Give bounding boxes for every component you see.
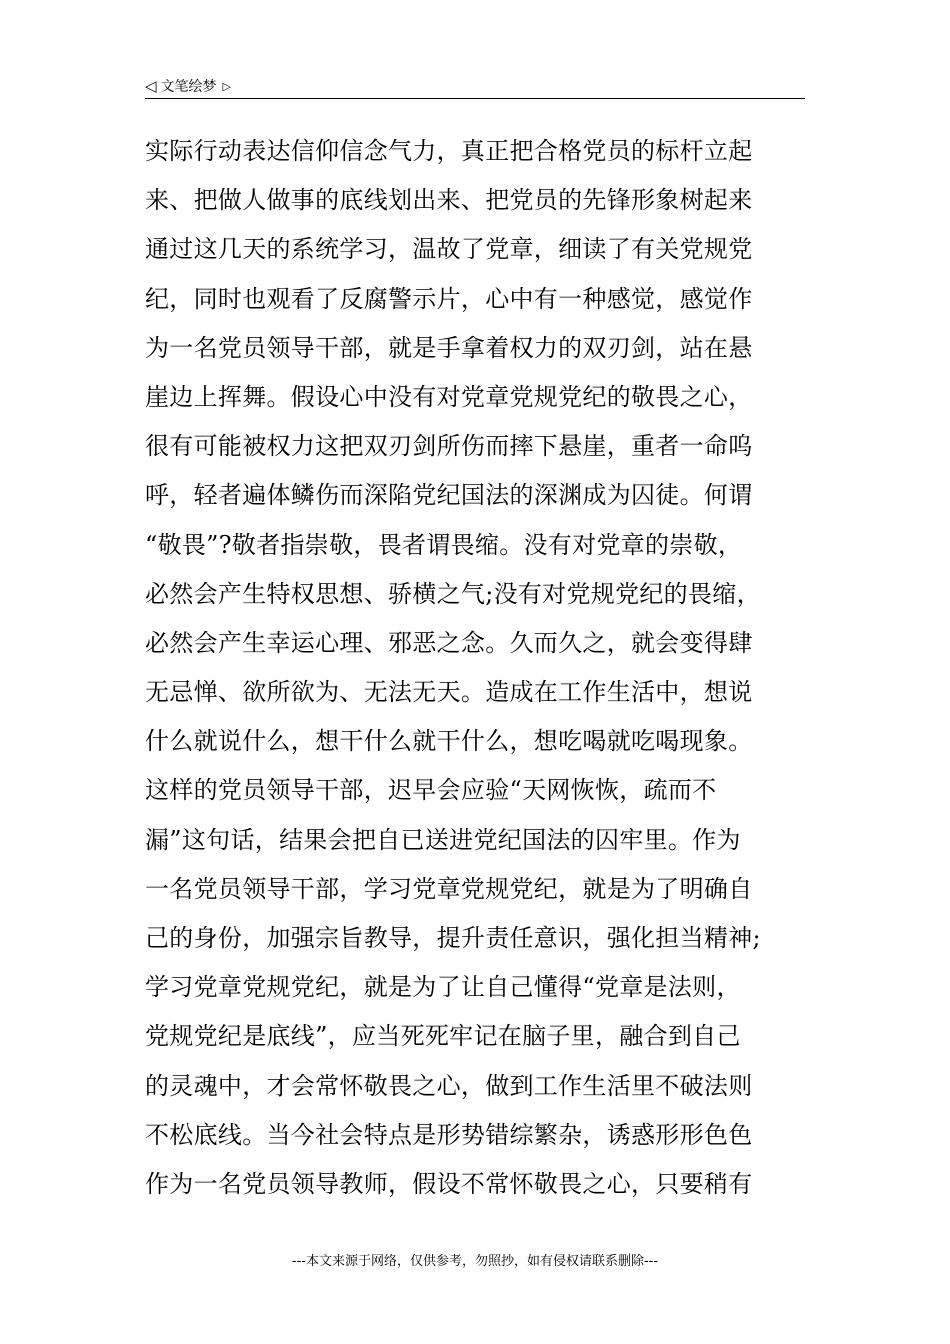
body-line: 作为一名党员领导教师，假设不常怀敬畏之心，只要稍有 xyxy=(145,1169,753,1198)
body-line: 必然会产生特权思想、骄横之气;没有对党规党纪的畏缩， xyxy=(145,579,761,608)
header-brand: 文笔绘梦 xyxy=(160,79,217,95)
document-body xyxy=(145,127,810,1209)
body-line: 不松底线。当今社会特点是形势错综繁杂，诱惑形形色色 xyxy=(145,1120,753,1149)
triangle-right-icon: ▷ xyxy=(222,79,232,93)
body-line: 无忌惮、欲所欲为、无法无天。造成在工作生活中，想说 xyxy=(145,678,753,707)
body-line: 很有可能被权力这把双刃剑所伤而摔下悬崖，重者一命呜 xyxy=(145,432,753,461)
body-line: “敬畏”?敬者指崇敬，畏者谓畏缩。没有对党章的崇敬， xyxy=(145,530,743,559)
body-line: 党规党纪是底线”，应当死死牢记在脑子里，融合到自己 xyxy=(145,1022,741,1051)
body-line: 这样的党员领导干部，迟早会应验“天网恢恢，疏而不 xyxy=(145,776,717,805)
body-line: 漏”这句话，结果会把自已送进党纪国法的囚牢里。作为 xyxy=(145,825,741,854)
body-line: 己的身份，加强宗旨教导，提升责任意识，强化担当精神; xyxy=(145,924,761,952)
body-line: 通过这几天的系统学习，温故了党章，细读了有关党规党 xyxy=(145,235,753,264)
body-line: 实际行动表达信仰信念气力，真正把合格党员的标杆立起 xyxy=(145,137,753,165)
body-line: 一名党员领导干部，学习党章党规党纪，就是为了明确自 xyxy=(145,874,753,903)
body-line: 必然会产生幸运心理、邪恶之念。久而久之，就会变得肆 xyxy=(145,628,753,657)
body-line: 纪，同时也观看了反腐警示片，心中有一种感觉，感觉作 xyxy=(145,284,753,313)
body-line: 为一名党员领导干部，就是手拿着权力的双刃剑，站在悬 xyxy=(145,333,753,362)
page-header xyxy=(145,74,805,98)
body-line: 崖边上挥舞。假设心中没有对党章党规党纪的敬畏之心， xyxy=(145,382,753,411)
body-line: 学习党章党规党纪，就是为了让自己懂得“党章是法则， xyxy=(145,973,741,1002)
footer-notice: ---本文来源于网络，仅供参考，勿照抄，如有侵权请联系删除--- xyxy=(291,1254,659,1269)
body-line: 什么就说什么，想干什么就干什么，想吃喝就吃喝现象。 xyxy=(145,727,753,756)
body-line: 呼，轻者遍体鳞伤而深陷党纪国法的深渊成为囚徒。何谓 xyxy=(145,481,753,510)
triangle-left-icon: ◁ xyxy=(145,76,157,95)
header-divider xyxy=(145,98,805,99)
body-line: 的灵魂中，才会常怀敬畏之心，做到工作生活里不破法则 xyxy=(145,1071,753,1100)
body-line: 来、把做人做事的底线划出来、把党员的先锋形象树起来 xyxy=(145,186,753,215)
